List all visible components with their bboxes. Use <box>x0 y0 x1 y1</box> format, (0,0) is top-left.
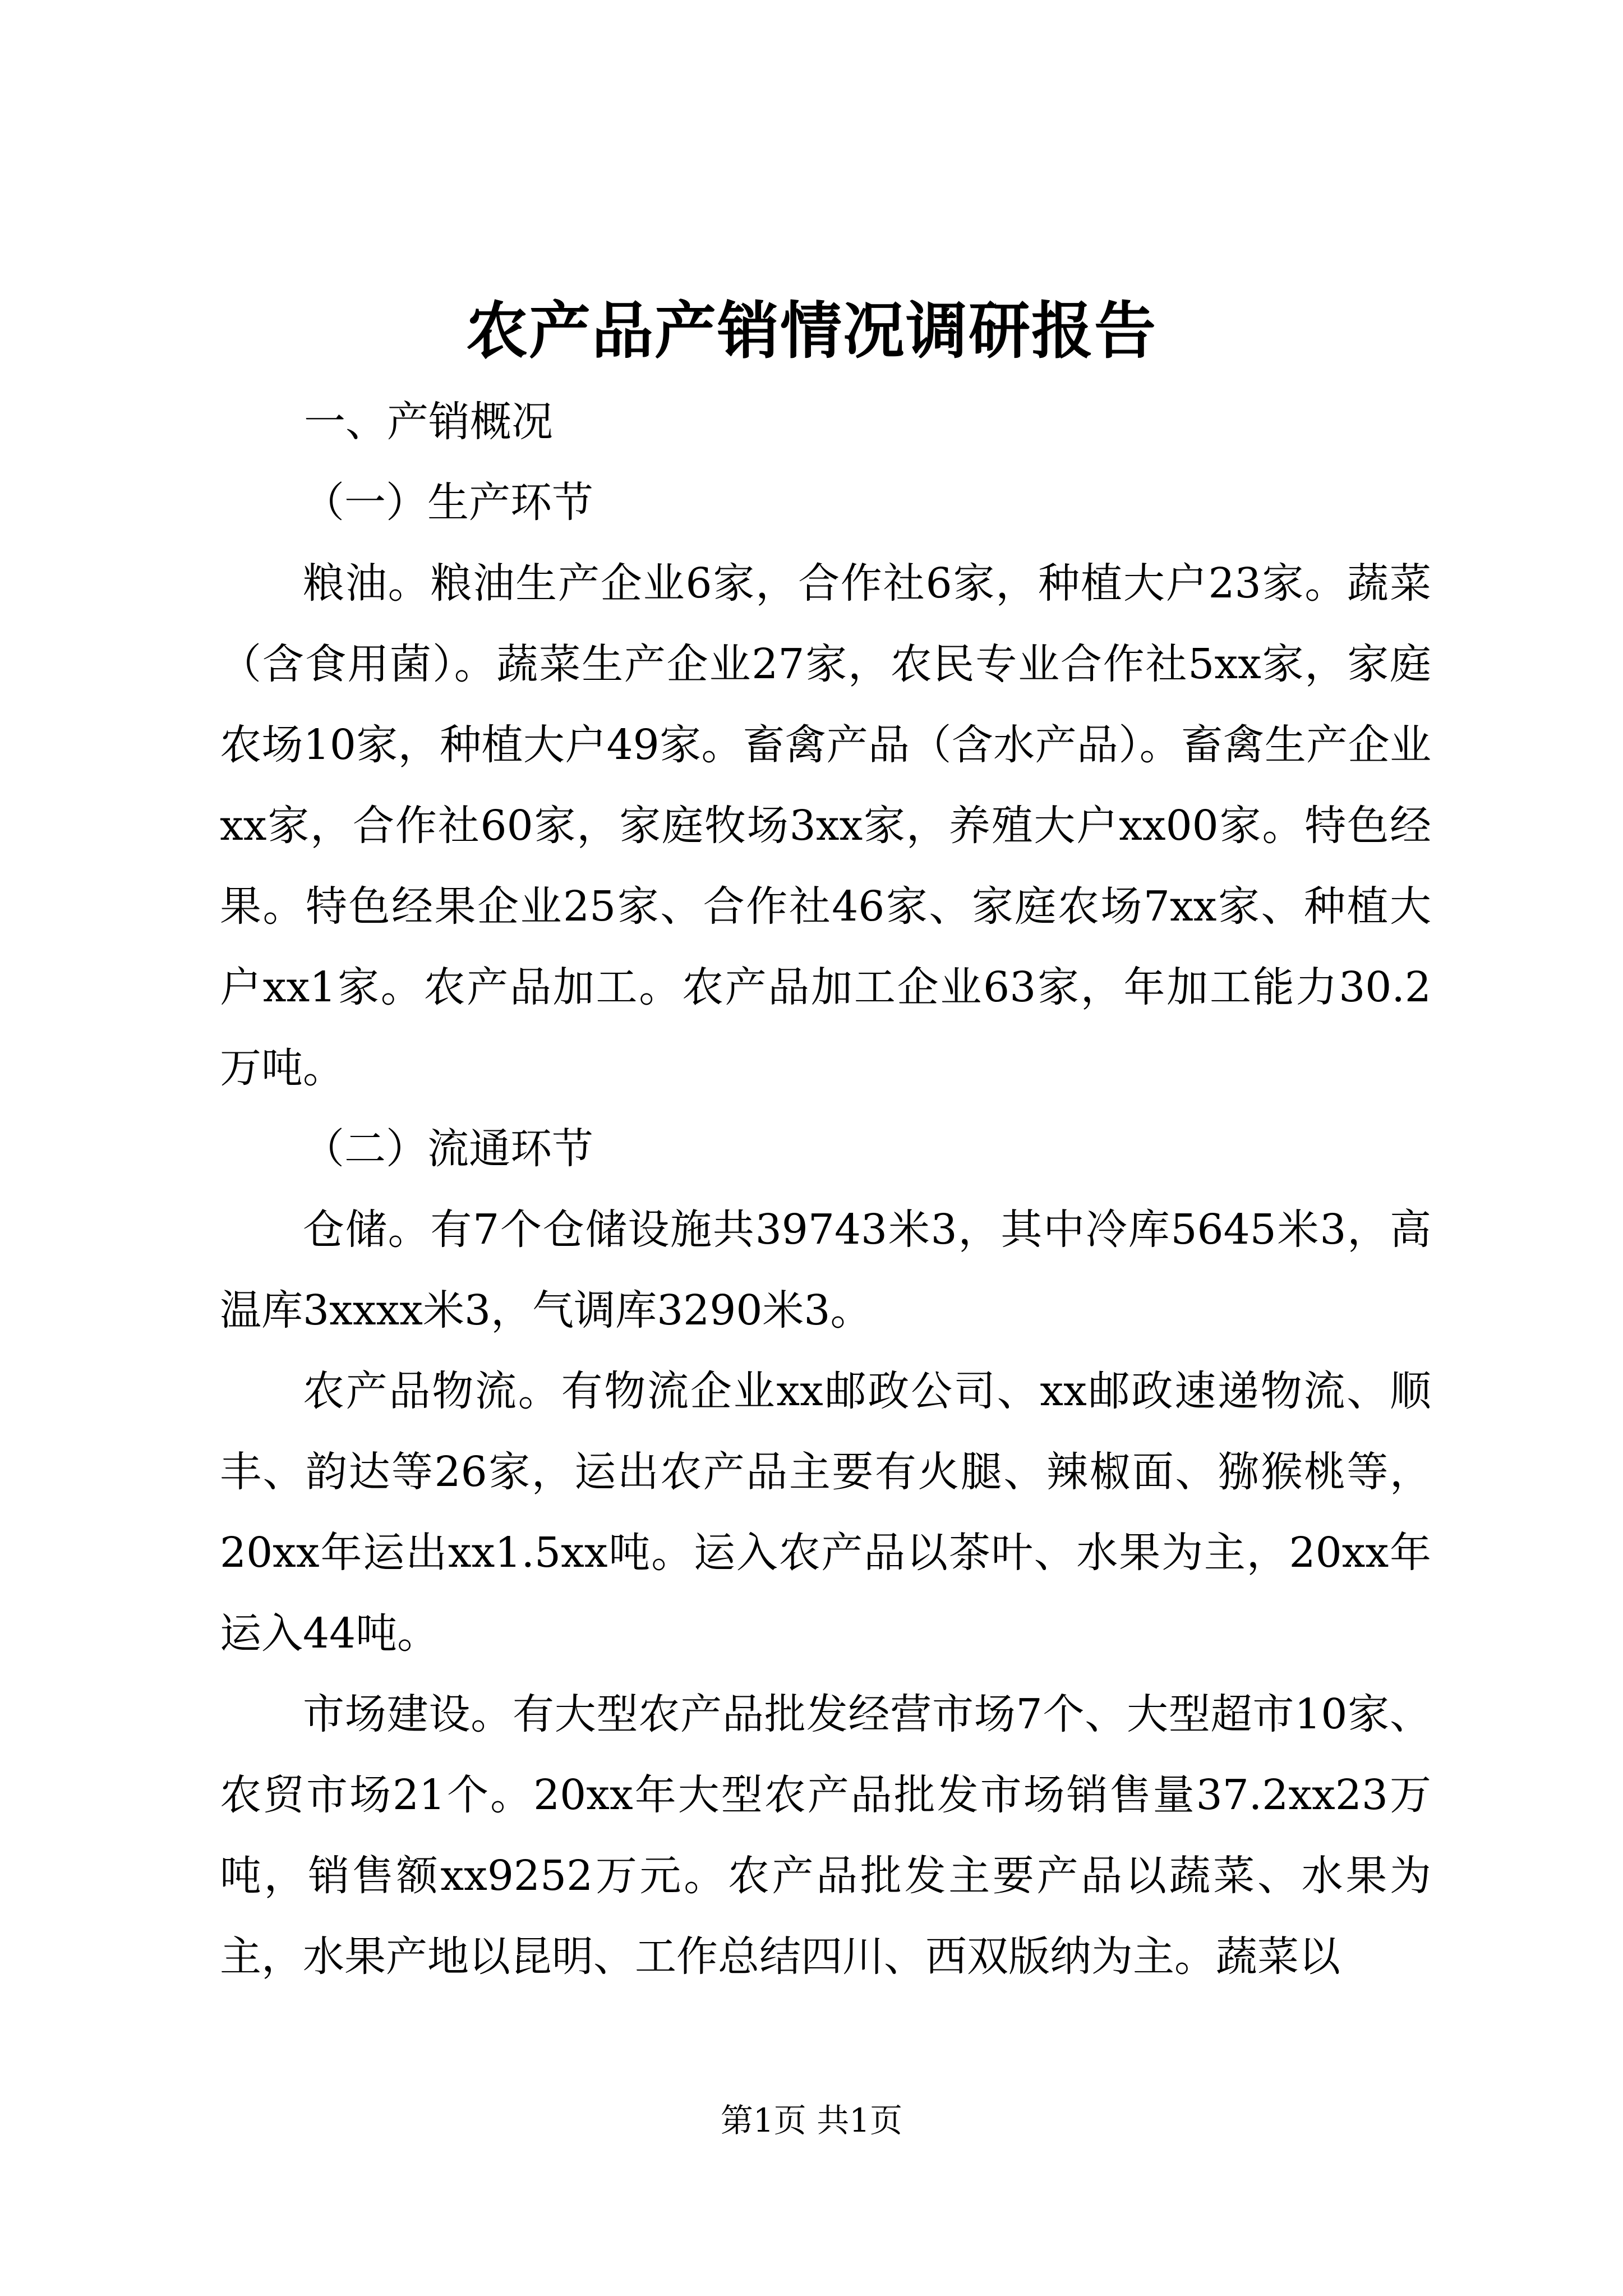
subsection-heading-circulation: （二）流通环节 <box>303 1125 593 1173</box>
paragraph-storage: 仓储。有7个仓储设施共39743米3，其中冷库5645米3，高温库3xxxx米3，气调库3290米3。 <box>220 1205 1431 1335</box>
page-footer: 第1页 共1页 <box>720 2101 903 2139</box>
paragraph-market: 市场建设。有大型农产品批发经营市场7个、大型超市10家、农贸市场21个。20xx年大型农产品批发市场销售量37.2xx23万吨，销售额xx9252万元。农产品批发主要产品以蔬菜、水果为主，水果产地以昆明、工作总结四川、西双版纳为主。蔬菜以 <box>220 1690 1431 1981</box>
section-heading-overview: 一、产销概况 <box>304 398 553 446</box>
paragraph-logistics: 农产品物流。有物流企业xx邮政公司、xx邮政速递物流、顺丰、韵达等26家，运出农产品主要有火腿、辣椒面、猕猴桃等，20xx年运出xx1.5xx吨。运入农产品以茶叶、水果为主，20xx年运入44吨。 <box>220 1367 1431 1658</box>
document-body <box>220 381 1431 1997</box>
document-title: 农产品产销情况调研报告 <box>466 295 1157 367</box>
subsection-heading-production: （一）生产环节 <box>303 478 593 527</box>
paragraph-production: 粮油。粮油生产企业6家，合作社6家，种植大户23家。蔬菜（含食用菌）。蔬菜生产企业27家，农民专业合作社5xx家，家庭农场10家，种植大户49家。畜禽产品（含水产品）。畜禽生产企业xx家，合作社60家，家庭牧场3xx家，养殖大户xx00家。特色经果。特色经果企业25家、合作社46家、家庭农场7xx家、种植大户xx1家。农产品加工。农产品加工企业63家，年加工能力30.2万吨。 <box>220 559 1431 1092</box>
